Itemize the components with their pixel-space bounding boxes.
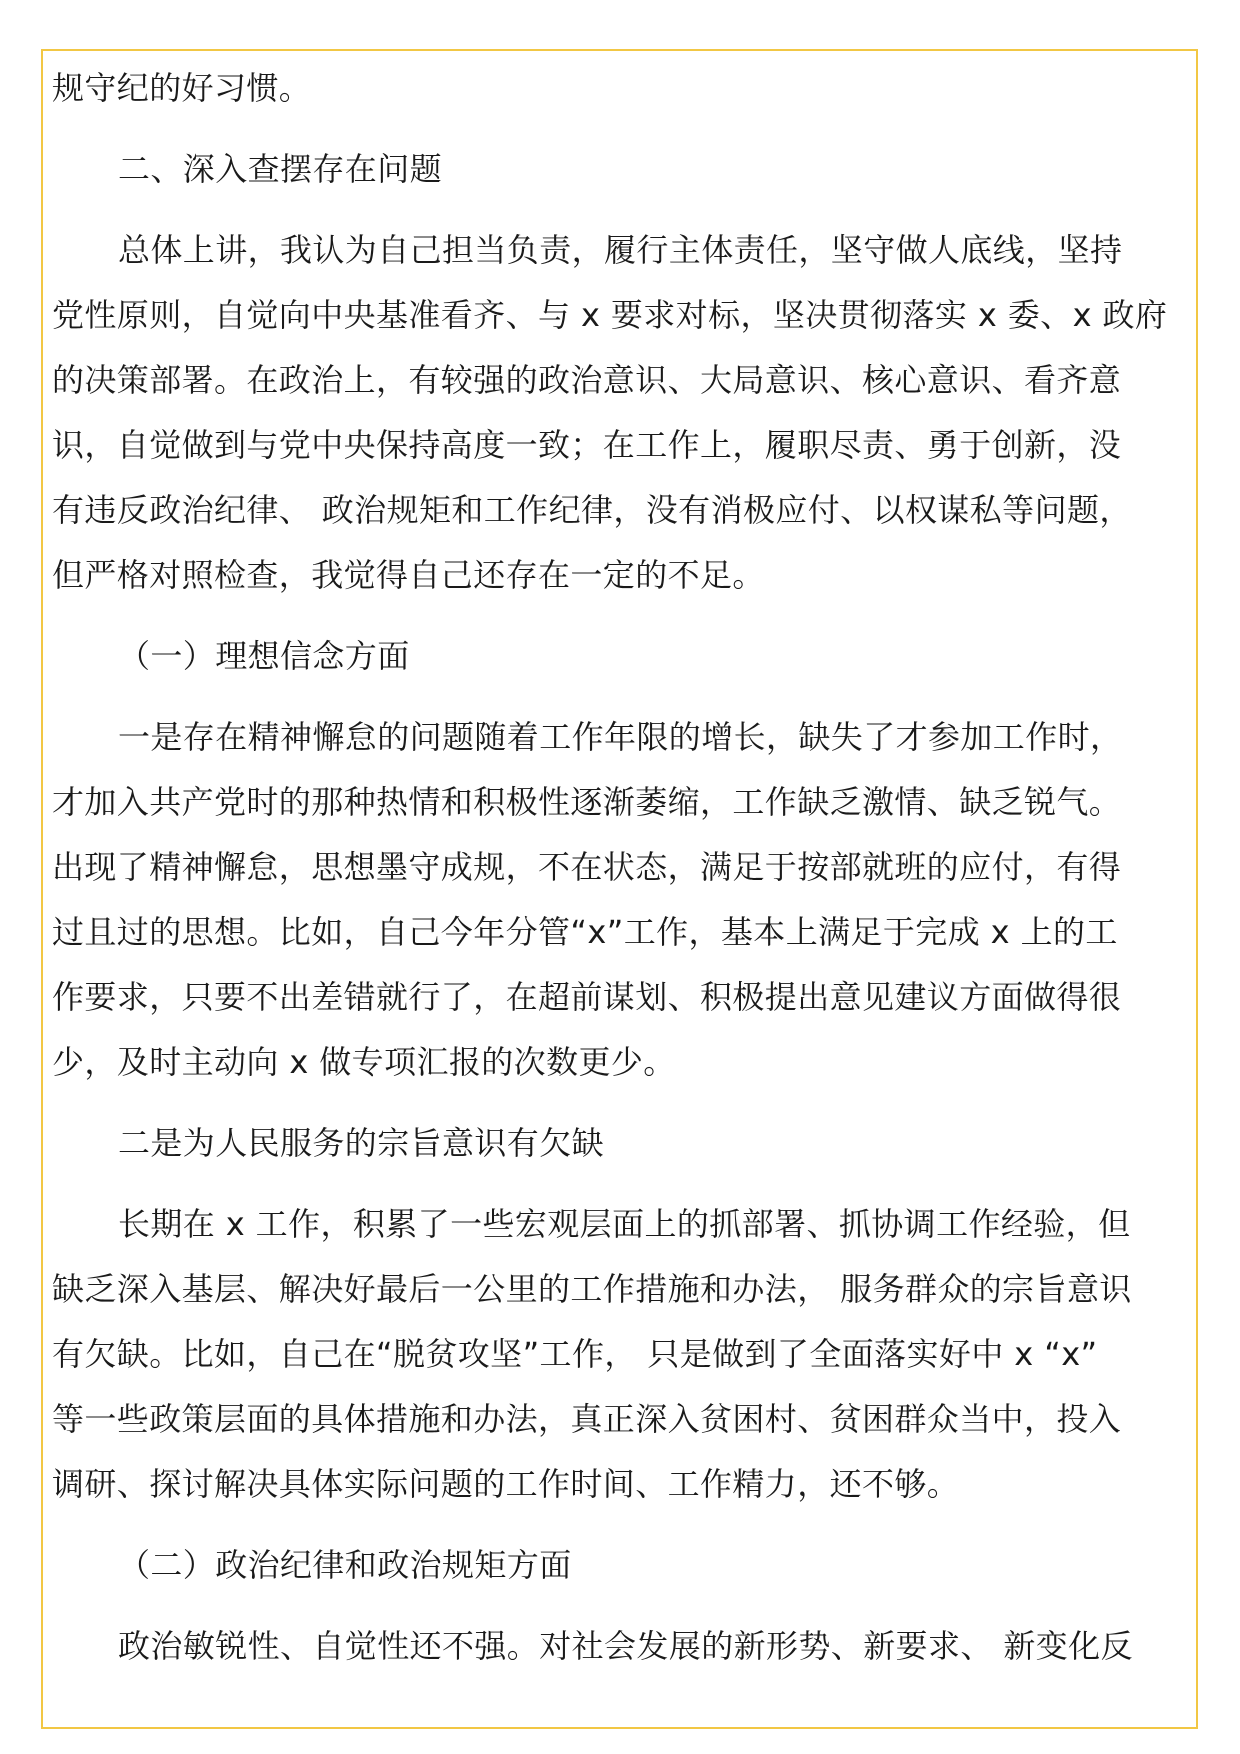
paragraph-line: 出现了精神懈怠，思想墨守成规，不在状态，满足于按部就班的应付，有得	[52, 848, 1122, 886]
paragraph-overall	[52, 218, 1190, 608]
paragraph-line: 的决策部署。在政治上，有较强的政治意识、大局意识、核心意识、看齐意	[52, 361, 1122, 399]
subsection-heading: （二）政治纪律和政治规矩方面	[118, 1546, 572, 1584]
paragraph-line: 作要求，只要不出差错就行了，在超前谋划、积极提出意见建议方面做得很	[52, 978, 1122, 1016]
paragraph-line: 党性原则，自觉向中央基准看齐、与 x 要求对标，坚决贯彻落实 x 委、x 政府	[52, 296, 1168, 334]
subsection-heading: （一）理想信念方面	[118, 637, 410, 675]
paragraph-line: 才加入共产党时的那种热情和积极性逐渐萎缩，工作缺乏激情、缺乏锐气。	[52, 783, 1122, 821]
paragraph-line: 但严格对照检查，我觉得自己还存在一定的不足。	[52, 556, 765, 594]
section-heading: 二、深入查摆存在问题	[118, 150, 443, 188]
paragraph-line: 一是存在精神懈怠的问题随着工作年限的增长，缺失了才参加工作时，	[118, 718, 1123, 756]
paragraph-line: 长期在 x 工作，积累了一些宏观层面上的抓部署、抓协调工作经验，但	[118, 1205, 1131, 1243]
paragraph-ideals	[52, 705, 1190, 1095]
paragraph-line: 总体上讲，我认为自己担当负责，履行主体责任，坚守做人底线，坚持	[118, 231, 1123, 269]
paragraph-line: 等一些政策层面的具体措施和办法，真正深入贫困村、贫困群众当中，投入	[52, 1400, 1122, 1438]
paragraph-line: 识，自觉做到与党中央保持高度一致；在工作上，履职尽责、勇于创新，没	[52, 426, 1122, 464]
paragraph-continuation-line: 规守纪的好习惯。	[52, 69, 312, 107]
paragraph-line: 调研、探讨解决具体实际问题的工作时间、工作精力，还不够。	[52, 1465, 960, 1503]
document-body	[52, 56, 1190, 1679]
point-heading: 二是为人民服务的宗旨意识有欠缺	[118, 1124, 605, 1162]
paragraph-discipline	[52, 1614, 1190, 1679]
paragraph-service	[52, 1192, 1190, 1517]
paragraph-line: 缺乏深入基层、解决好最后一公里的工作措施和办法， 服务群众的宗旨意识	[52, 1270, 1132, 1308]
paragraph-line: 过且过的思想。比如，自己今年分管“x”工作，基本上满足于完成 x 上的工	[52, 913, 1118, 951]
paragraph-line: 少，及时主动向 x 做专项汇报的次数更少。	[52, 1043, 676, 1081]
paragraph-line: 政治敏锐性、自觉性还不强。对社会发展的新形势、新要求、 新变化反	[118, 1627, 1133, 1665]
paragraph-line: 有欠缺。比如，自己在“脱贫攻坚”工作， 只是做到了全面落实好中 x “x”	[52, 1335, 1098, 1373]
paragraph-line: 有违反政治纪律、 政治规矩和工作纪律，没有消极应付、以权谋私等问题，	[52, 491, 1132, 529]
